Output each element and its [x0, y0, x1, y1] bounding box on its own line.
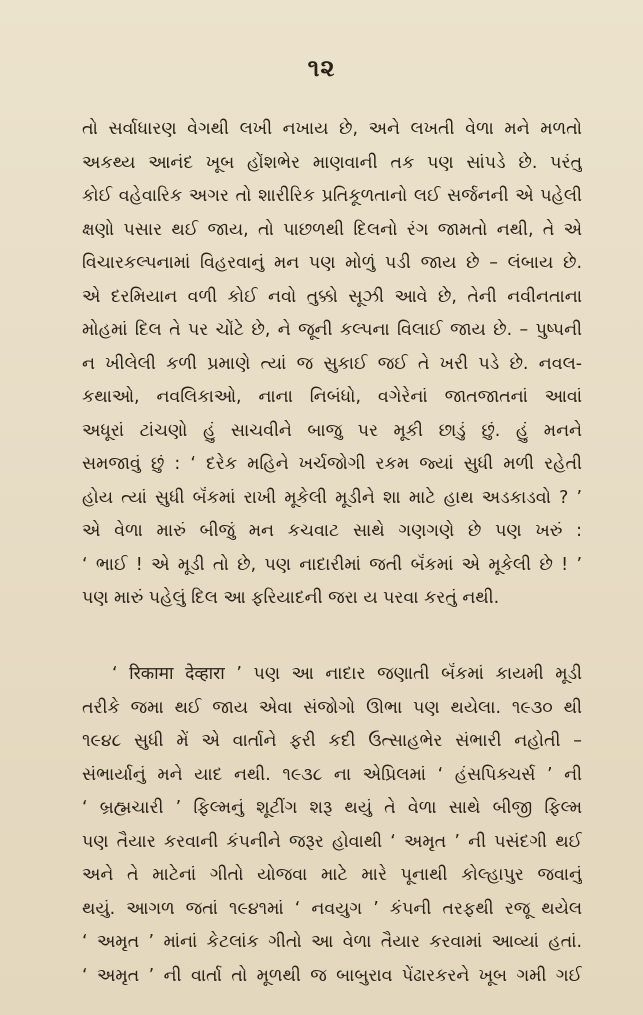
text-line: ‘ અમૃત ’ માંનાં કેટલાંક ગીતો આ વેળા તૈયાર કરવામાં આવ્યાં હતાં. [82, 932, 582, 952]
paragraph-1 [82, 113, 582, 616]
text-line: તરીકે જમા થઈ જાય એવા સંજોગો ઊભા પણ થયેલા. ૧૯૩૦ થી [82, 697, 582, 718]
text-line: પણ મારું પહેલું દિલ આ ફરિયાદની જરા ય પરવા કરતું નથી. [82, 588, 500, 608]
text-line: કોઈ વહેવારિક અગર તો શારીરિક પ્રતિકૂળતાનો લઈ સર્જનની એ પહેલી [82, 186, 582, 206]
text-line: હોય ત્યાં સુધી બૅંકમાં રાખી મૂકેલી મૂડીને શા માટે હાથ અડકાડવો ? ’ [82, 487, 582, 508]
text-line: એ દરમિયાન વળી કોઈ નવો તુક્કો સૂઝી આવે છે, તેની નવીનતાના [82, 286, 582, 307]
page-number: ૧૨ [307, 54, 336, 82]
text-line: અકથ્ય આનંદ ખૂબ હોંશભેર માણવાની તક પણ સાંપડે છે. પરંતુ [82, 152, 582, 173]
text-line: વિચારકલ્પનામાં વિહરવાનું મન પણ મોળું પડી જાય છે – લંબાય છે. [82, 253, 582, 273]
text-line: ‘ रिकामा देव्हारा ’ પણ આ નાદાર જણાતી બૅંકમાં કાયમી મૂડી [112, 664, 582, 684]
text-line: અધૂરાં ટાંચણો હું સાચવીને બાજુ પર મૂકી છાડું છું. હું મનને [82, 420, 582, 441]
text-line: એ વેળા મારું બીજું મન કચવાટ સાથે ગણગણે છે પણ ખરું : [82, 521, 582, 541]
text-line: સંભાર્યાનું મને યાદ નથી. ૧૯૩૮ ના એપ્રિલમાં ‘ હંસપિક્ચર્સ ’ ની [82, 764, 582, 785]
text-line: કથાઓ, નવલિકાઓ, નાના નિબંધો, વગેરેનાં જાતજાતનાં આવાં [82, 387, 582, 407]
text-line: થયું. આગળ જતાં ૧૯૪૧માં ‘ નવયુગ ’ કંપની તરફથી રજૂ થયેલ [82, 898, 582, 919]
text-line: ૧૯૪૮ સુધી મેં એ વાર્તાને ફરી કદી ઉત્સાહભેર સંભારી નહોતી – [82, 731, 582, 751]
text-line: ન ખીલેલી કળી પ્રમાણે ત્યાં જ સુકાઈ જઈ તે ખરી પડે છે. નવલ- [82, 353, 582, 374]
paragraph-2 [82, 658, 582, 993]
text-line: તો સર્વાધારણ વેગથી લખી નખાય છે, અને લખતી વેળા મને મળતો [82, 119, 582, 139]
text-line: ક્ષણો પસાર થઈ જાય, તો પાછળથી દિલનો રંગ જામતો નથી, તે એ [82, 219, 582, 240]
text-line: સમજાવું છું : ‘ દરેક મહિને ખર્ચજોગી રકમ જ્યાં સુધી મળી રહેતી [82, 454, 582, 474]
text-line: ‘ બ્રહ્મચારી ’ ફિલ્મનું શૂટીંગ શરૂ થયું તે વેળા સાથે બીજી ફિલ્મ [82, 798, 582, 818]
text-line: મોહમાં દિલ તે પર ચોંટે છે, ને જૂની કલ્પના વિલાઈ જાય છે. – પુષ્પની [82, 320, 582, 340]
text-line: ‘ અમૃત ’ ની વાર્તા તો મૂળથી જ બાબુરાવ પેંઢારકરને ખૂબ ગમી ગઈ [82, 965, 582, 986]
text-line: પણ તૈયાર કરવાની કંપનીને જરૂર હોવાથી ‘ અમૃત ’ ની પસંદગી થઈ [82, 831, 582, 852]
text-line: ‘ ભાઈ ! એ મૂડી તો છે, પણ નાદારીમાં જતી બૅંકમાં એ મૂકેલી છે ! ’ [82, 554, 582, 575]
text-line: અને તે માટેનાં ગીતો યોજવા માટે મારે પૂનાથી કોલ્હાપુર જવાનું [82, 865, 582, 885]
